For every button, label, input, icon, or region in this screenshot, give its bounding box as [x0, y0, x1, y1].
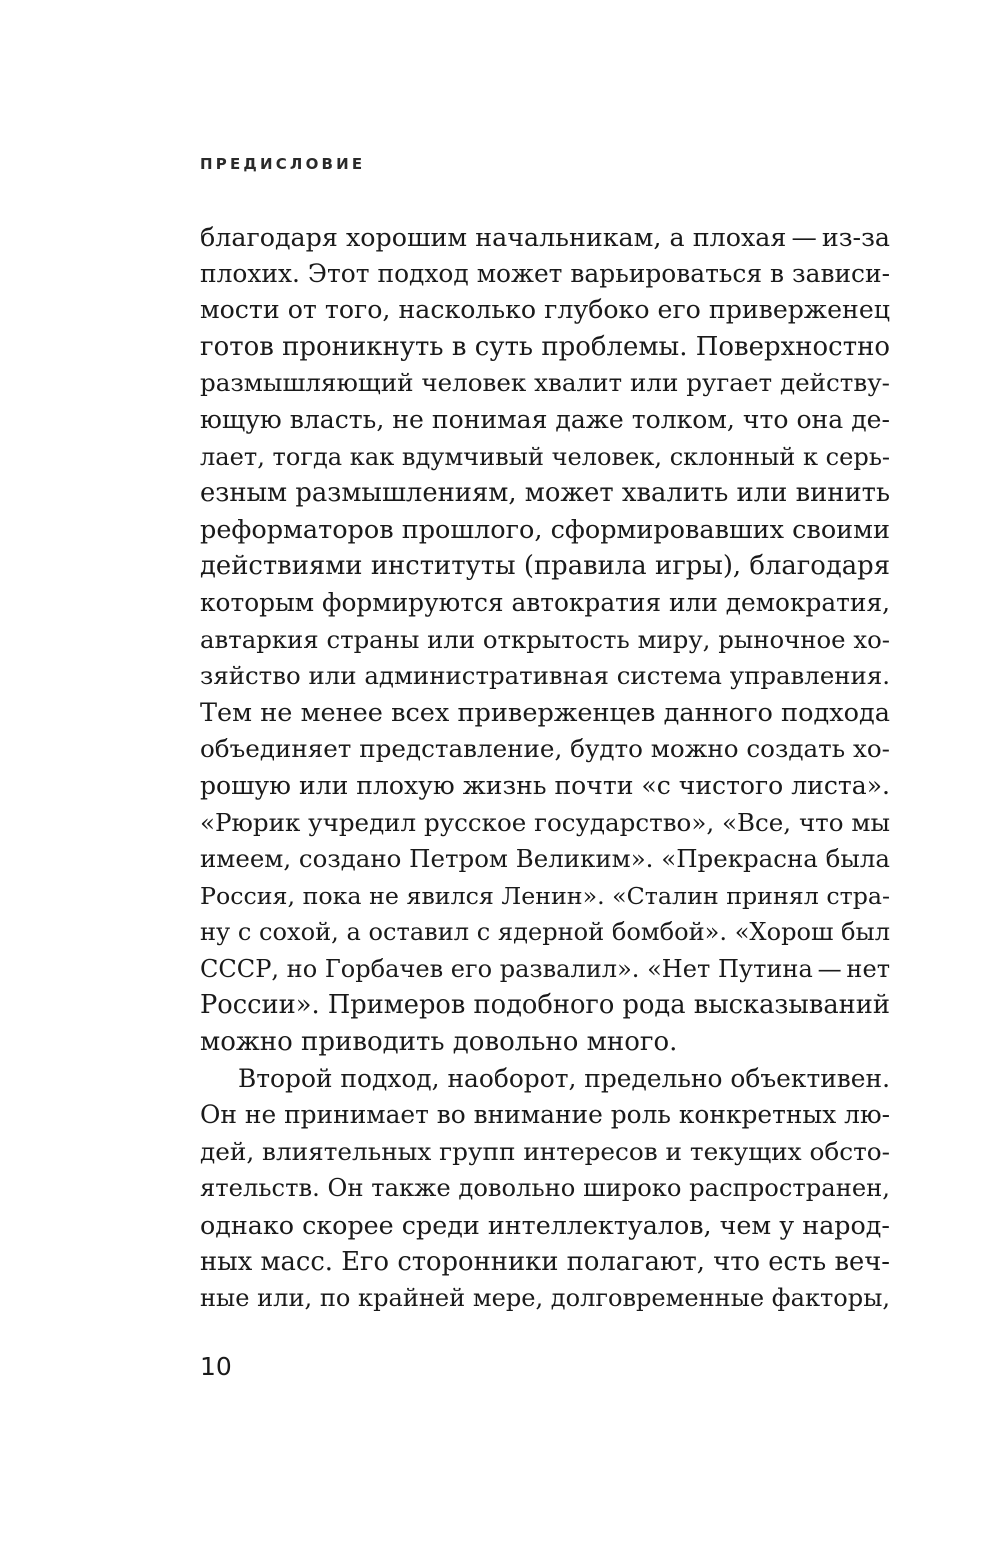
text-line: СССР, но Горбачев его развалил». «Нет Путина — нет	[200, 954, 890, 983]
text-line: Тем не менее всех приверженцев данного подхода	[200, 697, 890, 728]
running-head: ПРЕДИСЛОВИЕ	[200, 155, 366, 173]
text-line: рошую или плохую жизнь почти «с чистого листа».	[200, 770, 890, 800]
text-line: можно приводить довольно много.	[200, 1027, 678, 1058]
body-text	[200, 219, 890, 1317]
text-line: которым формируются автократия или демократия,	[200, 587, 891, 617]
text-line: дей, влиятельных групп интересов и текущих обсто-	[200, 1136, 890, 1166]
text-line: благодаря хорошим начальникам, а плохая — из-за	[200, 222, 890, 252]
text-line: лает, тогда как вдумчивый человек, склонный к серь-	[200, 442, 891, 471]
text-line: ные или, по крайней мере, долговременные факторы,	[200, 1284, 890, 1313]
text-line: имеем, создано Петром Великим». «Прекрасна была	[200, 844, 890, 874]
page-number: 10	[200, 1352, 232, 1381]
text-line: мости от того, насколько глубоко его приверженец	[200, 295, 890, 325]
text-line: езным размышлениям, может хвалить или винить	[200, 478, 890, 509]
text-line: ющую власть, не понимая даже толком, что она де-	[200, 404, 890, 434]
text-line: России». Примеров подобного рода высказываний	[200, 990, 890, 1021]
text-line: готов проникнуть в суть проблемы. Поверхностно	[200, 331, 890, 362]
text-line: ну с сохой, а оставил с ядерной бомбой». «Хорош был	[200, 918, 890, 947]
text-line: ных масс. Его сторонники полагают, что есть веч-	[200, 1246, 890, 1277]
text-line: «Рюрик учредил русское государство», «Все, что мы	[200, 807, 890, 837]
text-line: автаркия страны или открытость миру, рыночное хо-	[200, 624, 890, 654]
text-line: плохих. Этот подход может варьироваться в зависи-	[200, 258, 890, 288]
text-line: Второй подход, наоборот, предельно объективен.	[238, 1063, 890, 1093]
text-line: объединяет представление, будто можно создать хо-	[200, 734, 890, 764]
text-line: однако скорее среди интеллектуалов, чем у народ-	[200, 1210, 890, 1241]
text-line: размышляющий человек хвалит или ругает действу-	[200, 368, 890, 398]
text-line: Россия, пока не явился Ленин». «Сталин принял стра-	[200, 881, 890, 910]
text-line: Он не принимает во внимание роль конкретных лю-	[200, 1100, 890, 1130]
text-line: реформаторов прошлого, сформировавших своими	[200, 514, 890, 545]
text-line: действиями институты (правила игры), благодаря	[200, 551, 890, 582]
text-line: ятельств. Он также довольно широко распространен,	[200, 1174, 890, 1203]
text-line: зяйство или административная система управления.	[200, 661, 890, 691]
